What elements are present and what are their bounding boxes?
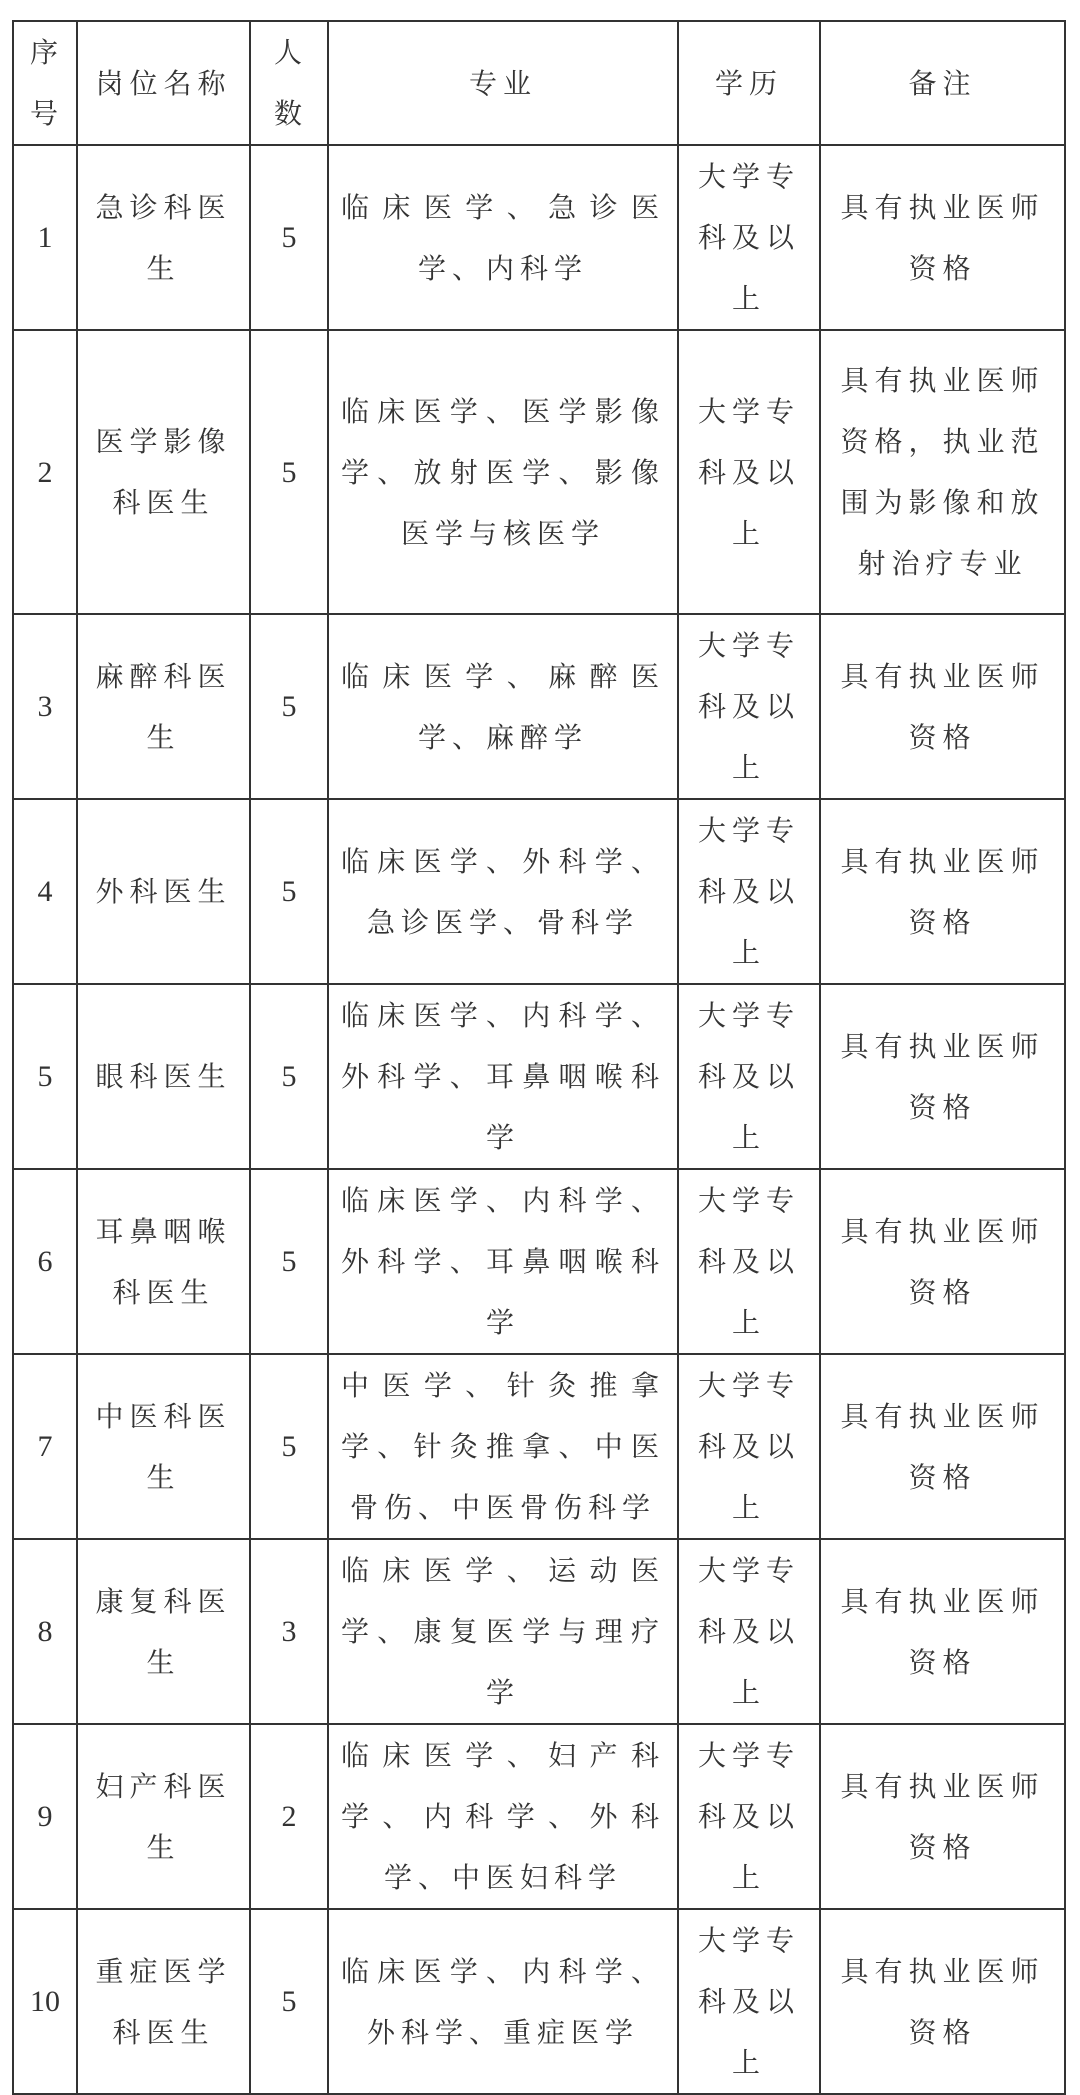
cell-education: 大学专科及以上 [678,614,820,799]
cell-note: 具有执业医师资格 [820,1169,1065,1354]
cell-note: 具有执业医师资格 [820,145,1065,330]
cell-education: 大学专科及以上 [678,984,820,1169]
cell-seq: 4 [13,799,77,984]
cell-major: 临床医学、妇产科学、内科学、外科学、中医妇科学 [328,1724,678,1909]
table-row [13,984,1065,1169]
cell-position: 重症医学科医生 [77,1909,250,2094]
cell-count: 5 [250,1169,328,1354]
table-row [13,145,1065,330]
header-count: 人数 [250,21,328,145]
cell-position: 外科医生 [77,799,250,984]
cell-position: 麻醉科医生 [77,614,250,799]
recruitment-table-container [12,20,1064,2095]
cell-note: 具有执业医师资格 [820,1724,1065,1909]
cell-position: 康复科医生 [77,1539,250,1724]
table-row [13,1539,1065,1724]
cell-position: 耳鼻咽喉科医生 [77,1169,250,1354]
cell-major: 临床医学、医学影像学、放射医学、影像医学与核医学 [328,330,678,614]
table-row [13,1354,1065,1539]
cell-major: 临床医学、急诊医学、内科学 [328,145,678,330]
header-seq: 序号 [13,21,77,145]
cell-position: 眼科医生 [77,984,250,1169]
table-header-row [13,21,1065,145]
recruitment-table [12,20,1066,2095]
cell-major: 临床医学、内科学、外科学、耳鼻咽喉科学 [328,1169,678,1354]
table-row [13,330,1065,614]
cell-major: 中医学、针灸推拿学、针灸推拿、中医骨伤、中医骨伤科学 [328,1354,678,1539]
cell-education: 大学专科及以上 [678,1909,820,2094]
cell-count: 5 [250,614,328,799]
cell-major: 临床医学、内科学、外科学、重症医学 [328,1909,678,2094]
cell-seq: 9 [13,1724,77,1909]
cell-education: 大学专科及以上 [678,330,820,614]
cell-seq: 6 [13,1169,77,1354]
cell-education: 大学专科及以上 [678,1724,820,1909]
header-education: 学历 [678,21,820,145]
header-note: 备注 [820,21,1065,145]
cell-major: 临床医学、内科学、外科学、耳鼻咽喉科学 [328,984,678,1169]
cell-position: 妇产科医生 [77,1724,250,1909]
cell-note: 具有执业医师资格 [820,984,1065,1169]
cell-position: 医学影像科医生 [77,330,250,614]
cell-note: 具有执业医师资格 [820,799,1065,984]
table-row [13,1169,1065,1354]
table-row [13,614,1065,799]
cell-seq: 5 [13,984,77,1169]
cell-education: 大学专科及以上 [678,1354,820,1539]
cell-note: 具有执业医师资格 [820,614,1065,799]
cell-education: 大学专科及以上 [678,799,820,984]
cell-education: 大学专科及以上 [678,145,820,330]
cell-position: 急诊科医生 [77,145,250,330]
header-major: 专业 [328,21,678,145]
cell-major: 临床医学、外科学、急诊医学、骨科学 [328,799,678,984]
cell-education: 大学专科及以上 [678,1539,820,1724]
cell-note: 具有执业医师资格，执业范围为影像和放射治疗专业 [820,330,1065,614]
cell-count: 5 [250,330,328,614]
cell-count: 5 [250,1909,328,2094]
cell-education: 大学专科及以上 [678,1169,820,1354]
cell-count: 5 [250,799,328,984]
table-row [13,1724,1065,1909]
cell-major: 临床医学、麻醉医学、麻醉学 [328,614,678,799]
cell-seq: 10 [13,1909,77,2094]
cell-seq: 8 [13,1539,77,1724]
cell-position: 中医科医生 [77,1354,250,1539]
header-position: 岗位名称 [77,21,250,145]
cell-seq: 3 [13,614,77,799]
cell-count: 5 [250,1354,328,1539]
cell-note: 具有执业医师资格 [820,1909,1065,2094]
cell-seq: 1 [13,145,77,330]
cell-note: 具有执业医师资格 [820,1354,1065,1539]
cell-major: 临床医学、运动医学、康复医学与理疗学 [328,1539,678,1724]
cell-count: 2 [250,1724,328,1909]
cell-count: 3 [250,1539,328,1724]
cell-seq: 7 [13,1354,77,1539]
cell-count: 5 [250,145,328,330]
cell-note: 具有执业医师资格 [820,1539,1065,1724]
cell-count: 5 [250,984,328,1169]
table-row [13,1909,1065,2094]
table-row [13,799,1065,984]
cell-seq: 2 [13,330,77,614]
